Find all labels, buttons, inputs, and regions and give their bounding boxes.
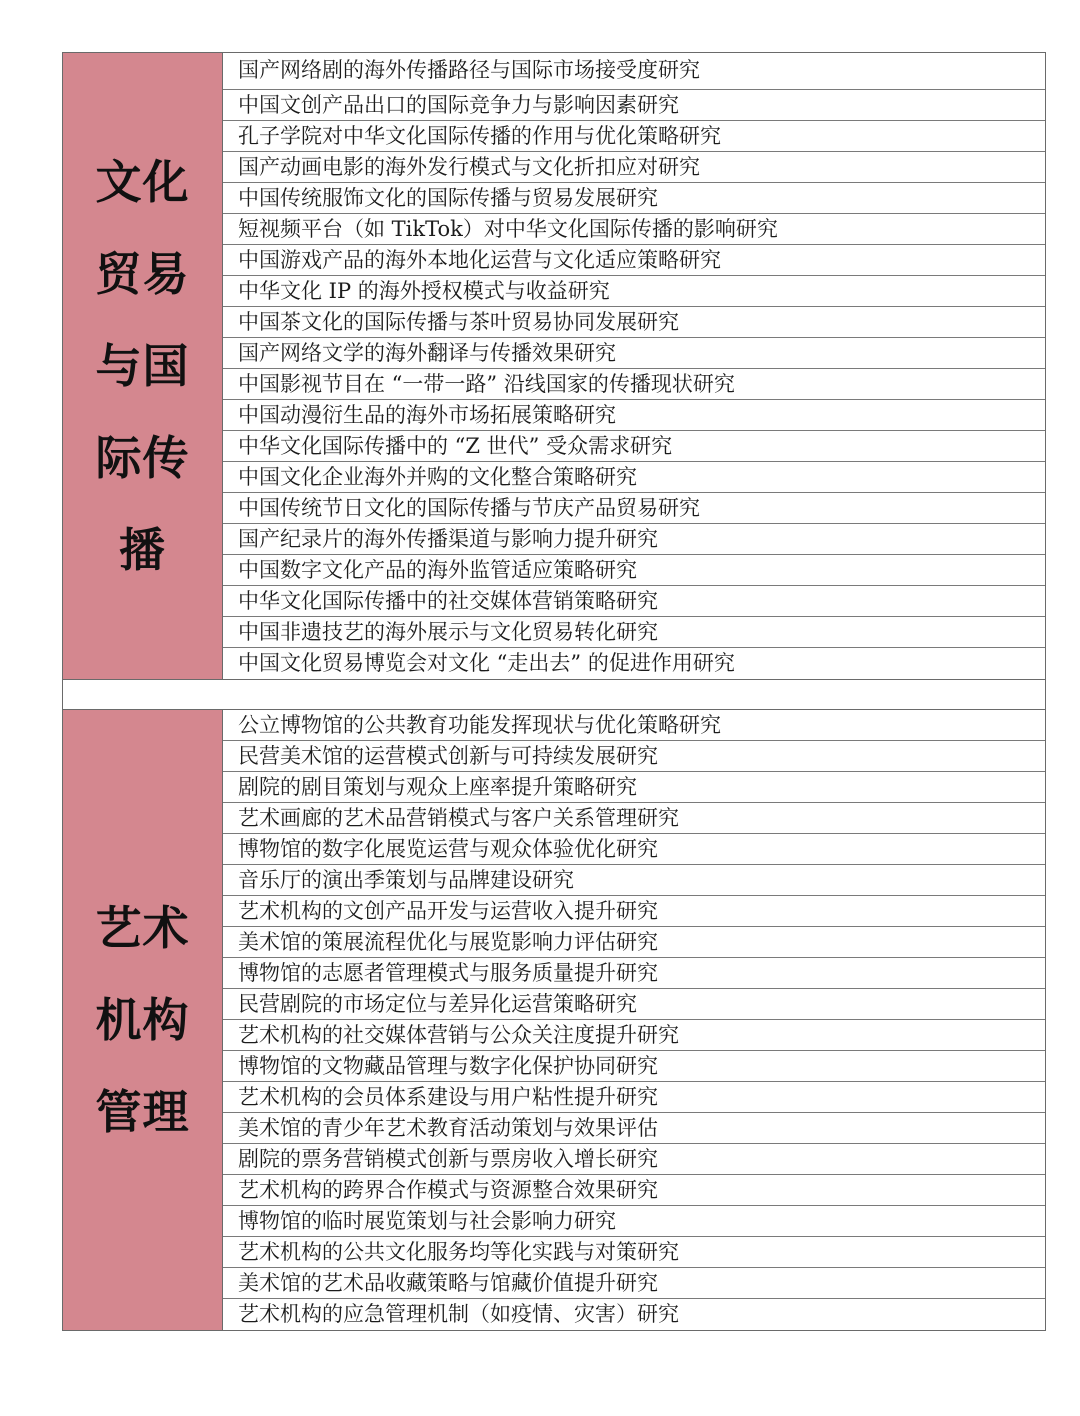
topic-row: 中国非遗技艺的海外展示与文化贸易转化研究 xyxy=(223,617,1045,648)
topic-row: 中国传统节日文化的国际传播与节庆产品贸易研究 xyxy=(223,493,1045,524)
topic-row: 中华文化国际传播中的 “Z 世代” 受众需求研究 xyxy=(223,431,1045,462)
topic-row: 剧院的票务营销模式创新与票房收入增长研究 xyxy=(223,1144,1045,1175)
topic-list xyxy=(223,710,1045,1330)
topic-row: 孔子学院对中华文化国际传播的作用与优化策略研究 xyxy=(223,121,1045,152)
category-label: 文化贸易与国际传播 xyxy=(95,155,190,577)
section-divider xyxy=(63,679,1045,710)
topic-row: 博物馆的临时展览策划与社会影响力研究 xyxy=(223,1206,1045,1237)
section-art-institution xyxy=(63,710,1045,1330)
topic-row: 中国影视节目在 “一带一路” 沿线国家的传播现状研究 xyxy=(223,369,1045,400)
topic-row: 民营剧院的市场定位与差异化运营策略研究 xyxy=(223,989,1045,1020)
topic-row: 艺术机构的会员体系建设与用户粘性提升研究 xyxy=(223,1082,1045,1113)
topic-row: 艺术机构的社交媒体营销与公众关注度提升研究 xyxy=(223,1020,1045,1051)
category-cell xyxy=(63,710,223,1330)
topic-row: 国产纪录片的海外传播渠道与影响力提升研究 xyxy=(223,524,1045,555)
category-label: 艺术机构管理 xyxy=(95,901,190,1139)
topic-row: 中国文化企业海外并购的文化整合策略研究 xyxy=(223,462,1045,493)
topic-row: 艺术机构的文创产品开发与运营收入提升研究 xyxy=(223,896,1045,927)
topic-row: 中国文化贸易博览会对文化 “走出去” 的促进作用研究 xyxy=(238,651,735,675)
topic-row: 艺术机构的应急管理机制（如疫情、灾害）研究 xyxy=(238,1302,679,1326)
topic-row: 国产动画电影的海外发行模式与文化折扣应对研究 xyxy=(223,152,1045,183)
category-cell xyxy=(63,53,223,679)
topic-row: 中华文化国际传播中的社交媒体营销策略研究 xyxy=(223,586,1045,617)
topic-row: 美术馆的青少年艺术教育活动策划与效果评估 xyxy=(223,1113,1045,1144)
topic-table xyxy=(62,52,1046,1331)
topic-row: 博物馆的志愿者管理模式与服务质量提升研究 xyxy=(223,958,1045,989)
topic-row: 国产网络剧的海外传播路径与国际市场接受度研究 xyxy=(223,53,1045,90)
section-cultural-trade xyxy=(63,53,1045,679)
topic-row: 短视频平台（如 TikTok）对中华文化国际传播的影响研究 xyxy=(223,214,1045,245)
topic-row: 中国文创产品出口的国际竞争力与影响因素研究 xyxy=(223,90,1045,121)
topic-row: 剧院的剧目策划与观众上座率提升策略研究 xyxy=(223,772,1045,803)
topic-row: 民营美术馆的运营模式创新与可持续发展研究 xyxy=(223,741,1045,772)
topic-row: 艺术机构的公共文化服务均等化实践与对策研究 xyxy=(223,1237,1045,1268)
topic-row: 中国动漫衍生品的海外市场拓展策略研究 xyxy=(223,400,1045,431)
topic-row: 美术馆的艺术品收藏策略与馆藏价值提升研究 xyxy=(223,1268,1045,1299)
topic-row: 公立博物馆的公共教育功能发挥现状与优化策略研究 xyxy=(223,710,1045,741)
topic-row: 中国茶文化的国际传播与茶叶贸易协同发展研究 xyxy=(223,307,1045,338)
topic-row: 音乐厅的演出季策划与品牌建设研究 xyxy=(223,865,1045,896)
topic-row: 中华文化 IP 的海外授权模式与收益研究 xyxy=(223,276,1045,307)
topic-list xyxy=(223,53,1045,679)
topic-row: 国产网络文学的海外翻译与传播效果研究 xyxy=(223,338,1045,369)
topic-row: 美术馆的策展流程优化与展览影响力评估研究 xyxy=(223,927,1045,958)
topic-row: 艺术画廊的艺术品营销模式与客户关系管理研究 xyxy=(223,803,1045,834)
topic-row: 中国游戏产品的海外本地化运营与文化适应策略研究 xyxy=(223,245,1045,276)
topic-row: 艺术机构的跨界合作模式与资源整合效果研究 xyxy=(223,1175,1045,1206)
topic-row: 中国数字文化产品的海外监管适应策略研究 xyxy=(223,555,1045,586)
topic-row: 博物馆的数字化展览运营与观众体验优化研究 xyxy=(223,834,1045,865)
topic-row: 博物馆的文物藏品管理与数字化保护协同研究 xyxy=(223,1051,1045,1082)
topic-row: 中国传统服饰文化的国际传播与贸易发展研究 xyxy=(223,183,1045,214)
